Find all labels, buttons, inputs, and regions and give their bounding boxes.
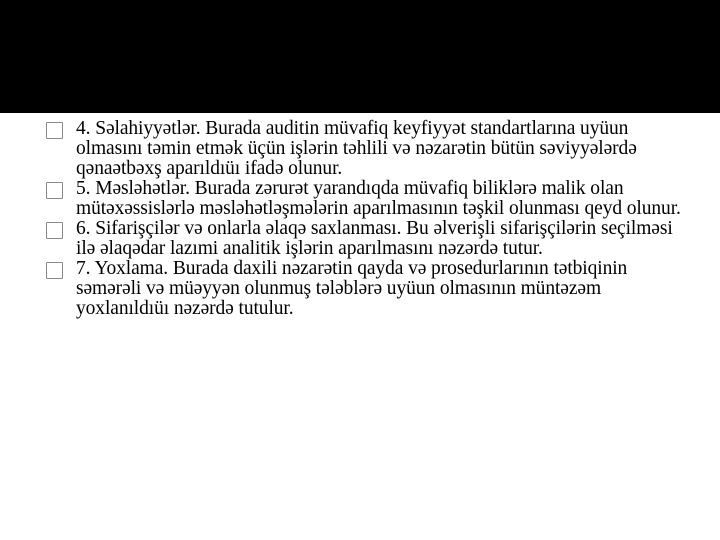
bullet-text: 7. Yoxlama. Burada daxili nəzarətin qayda və prosedurlarının tətbiqinin səmərəli və müəyyən olunmuş tələblərə uyüun olmasının müntəzəm yoxlanıldıüı nəzərdə tutulur. [76,258,628,319]
title-band [0,0,720,113]
bullet-item [46,119,686,179]
missing-glyph-box-icon [46,222,63,239]
bullet-list [46,119,686,319]
bullet-item [46,259,686,319]
bullet-item [46,219,686,259]
missing-glyph-box-icon [46,262,63,279]
bullet-text: 6. Sifarişçilər və onlarla əlaqə saxlanması. Bu əlverişli sifarişçilərin seçilməsi ilə əlaqədar lazımi analitik işlərin aparılmasını nəzərdə tutur. [76,218,673,259]
missing-glyph-box-icon [46,182,63,199]
bullet-text: 5. Məsləhətlər. Burada zərurət yarandıqda müvafiq biliklərə malik olan mütəxəssislərlə məsləhətləşmələrin aparılmasının təşkil olunması qeyd olunur. [76,178,681,219]
missing-glyph-box-icon [46,122,63,139]
bullet-text: 4. Səlahiyyətlər. Burada auditin müvafiq keyfiyyət standartlarına uyüun olmasını təmin etmək üçün işlərin təhlili və nəzarətin bütün səviyyələrdə qənaətbəxş aparıldıüı ifadə olunur. [76,118,637,179]
bullet-item [46,179,686,219]
